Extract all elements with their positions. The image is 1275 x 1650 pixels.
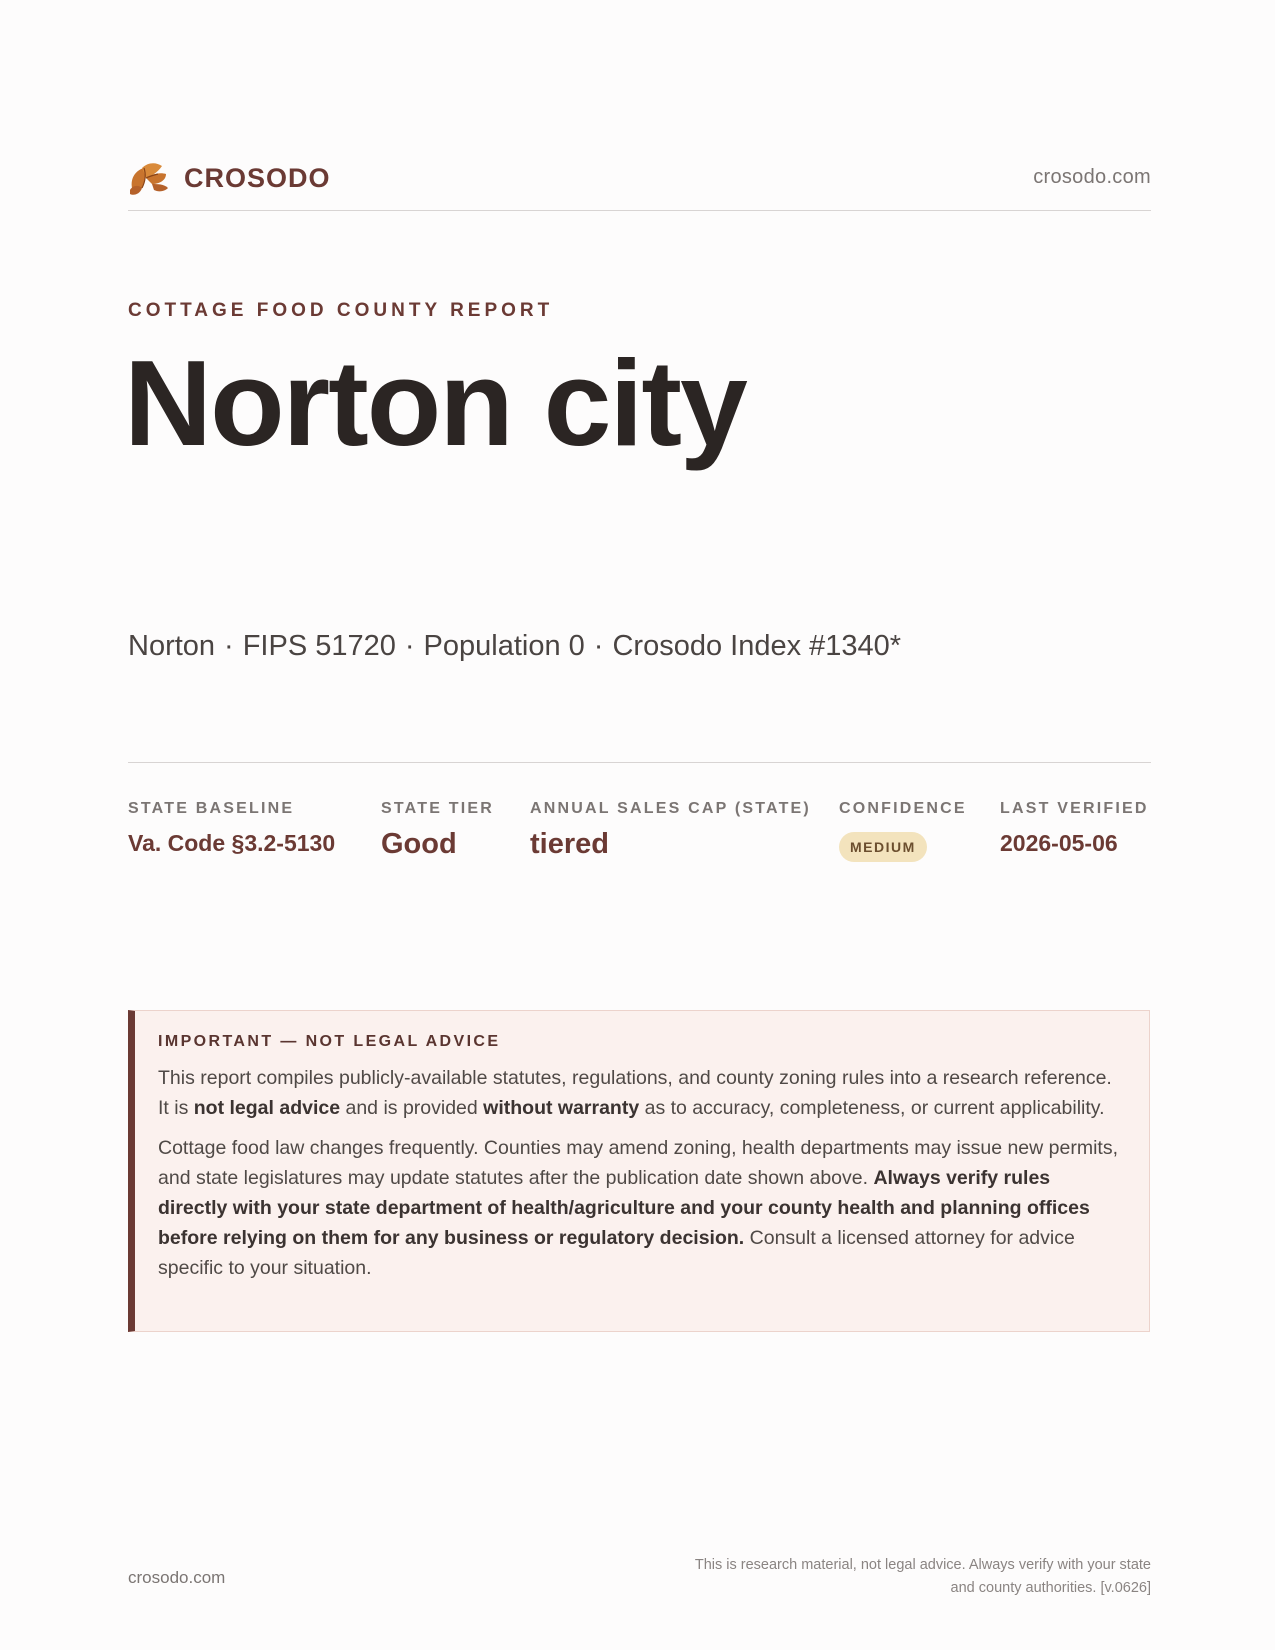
croissant-icon (128, 158, 170, 198)
stat-last-verified (1000, 800, 1149, 857)
subtitle-fips: FIPS 51720 (242, 630, 396, 662)
brand[interactable] (128, 158, 331, 198)
site-link[interactable]: crosodo.com (1033, 166, 1151, 188)
notice-text: as to accuracy, completeness, or current applicability. (639, 1097, 1105, 1119)
notice-paragraph (158, 1133, 1123, 1283)
notice-text: This report compiles publicly-available statutes, regulations, and county zoning rules into a research reference. It is (158, 1067, 1112, 1119)
footer-disclaimer-line: and county authorities. [v.0626] (950, 1580, 1151, 1596)
footer-disclaimer (611, 1554, 1151, 1600)
report-page (124, 0, 1151, 1650)
confidence-badge: MEDIUM (839, 832, 927, 862)
report-eyebrow: COTTAGE FOOD COUNTY REPORT (128, 300, 554, 321)
notice-paragraph (158, 1063, 1123, 1123)
stat-label: ANNUAL SALES CAP (STATE) (530, 800, 811, 817)
stat-state-tier (381, 800, 494, 861)
legal-notice (128, 1010, 1150, 1332)
stat-value: tiered (530, 828, 609, 860)
notice-text: and is provided (340, 1097, 484, 1119)
page-header (128, 158, 1151, 211)
divider (128, 762, 1151, 763)
stat-label: LAST VERIFIED (1000, 800, 1149, 817)
subtitle-separator: · (404, 630, 415, 662)
page-title: Norton city (124, 335, 746, 471)
stat-sales-cap (530, 800, 811, 861)
stat-label: STATE BASELINE (128, 800, 295, 817)
notice-text: Cottage food law changes frequently. Counties may amend zoning, health departments may issue new permits, and state legislatures may update statutes after the publication date shown above. (158, 1137, 1118, 1189)
stat-value: Va. Code §3.2-5130 (128, 830, 336, 856)
subtitle-place: Norton (128, 630, 216, 662)
subtitle-population: Population 0 (423, 630, 585, 662)
subtitle-separator: · (593, 630, 604, 662)
stat-confidence (839, 800, 967, 862)
subtitle-separator: · (224, 630, 234, 662)
notice-bold: Always verify rules directly with your state department of health/agriculture and your county health and planning offices before relying on them for any business or regulatory decision. (158, 1167, 1090, 1249)
stat-value: 2026-05-06 (1000, 830, 1118, 856)
stat-state-baseline (128, 800, 335, 857)
notice-text: Consult a licensed attorney for advice specific to your situation. (158, 1227, 1075, 1279)
stat-label: STATE TIER (381, 800, 494, 817)
footer-disclaimer-line: This is research material, not legal advice. Always verify with your state (694, 1557, 1151, 1573)
subtitle-index: Crosodo Index #1340* (612, 630, 902, 662)
stat-value: Good (381, 828, 457, 860)
report-subtitle (128, 630, 901, 663)
notice-bold: not legal advice (193, 1097, 341, 1119)
footer-site-link[interactable]: crosodo.com (128, 1568, 226, 1587)
stat-label: CONFIDENCE (839, 800, 967, 817)
notice-heading: IMPORTANT — NOT LEGAL ADVICE (158, 1033, 501, 1050)
notice-bold: without warranty (483, 1097, 640, 1119)
brand-name: CROSODO (184, 162, 331, 193)
